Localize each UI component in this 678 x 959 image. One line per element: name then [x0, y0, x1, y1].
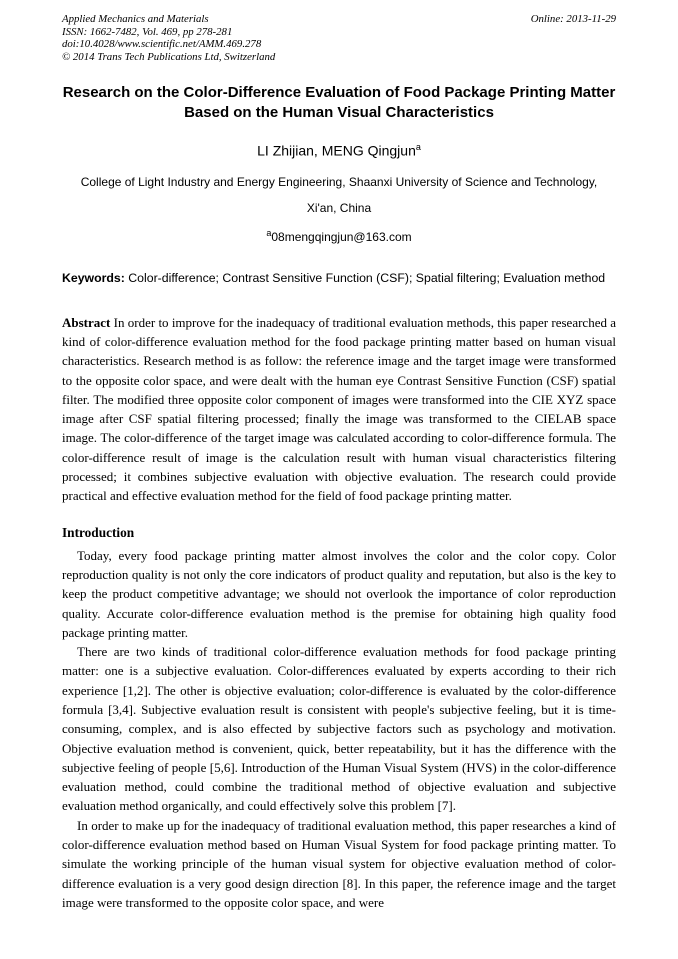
abstract-paragraph [62, 313, 616, 506]
abstract-label: Abstract [62, 314, 111, 330]
journal-header-left [62, 13, 275, 63]
issn-line: ISSN: 1662-7482, Vol. 469, pp 278-281 [62, 25, 233, 38]
affiliation-line-1: College of Light Industry and Energy Engineering, Shaanxi University of Science and Technology, [80, 174, 598, 189]
intro-paragraph-2: There are two kinds of traditional color-difference evaluation methods for food package printing matter: one is a subjective evaluation. Color-differences evaluated by experts according to their rich experience [1,2]. The other is objective evaluation; color-difference is evaluated by the color-difference formula [3,4]. Subjective evaluation result is consistent with people's subjective feeling, but it is time-consuming, complex, and is also effected by subjective factors such as psychology and motivation. Objective evaluation method is convenient, quick, better repeatability, but it has the difference with the subjective feeling of people [5,6]. Introduction of the Human Visual System (HVS) in the color-difference evaluation method, could combine the traditional method of objective evaluation and subjective evaluation method organically, and could effectively solve this problem [7]. [62, 644, 616, 814]
email-superscript: a [266, 227, 272, 238]
journal-name: Applied Mechanics and Materials [62, 13, 209, 25]
authors-line [62, 142, 616, 159]
keywords-text: Color-difference; Contrast Sensitive Function (CSF); Spatial filtering; Evaluation method [128, 270, 606, 285]
email-line [62, 228, 616, 244]
intro-paragraph-3: In order to make up for the inadequacy of traditional evaluation method, this paper researches a kind of color-difference evaluation method based on Human Visual System for food package printing matter. To simulate the working principle of the human visual system for objective evaluation method of color-difference evaluation is a very good design direction [8]. In this paper, the reference image and the target image were transformed to the opposite color space, and were [62, 817, 616, 910]
online-date: Online: 2013-11-29 [530, 13, 616, 25]
paper-title: Research on the Color-Difference Evaluation of Food Package Printing Matter Based on the Human Visual Characteristics [62, 84, 616, 121]
author-superscript: a [415, 142, 421, 152]
copyright-line: © 2014 Trans Tech Publications Ltd, Switzerland [62, 50, 276, 63]
email-address: 08mengqingjun@163.com [271, 229, 412, 244]
intro-paragraph-1: Today, every food package printing matter almost involves the color and the color copy. Color reproduction quality is not only the core indicators of product quality and reputation, but also is the key to keep the product competitive advantage; we should not overlook the importance of color reproduction quality. Accurate color-difference evaluation method is the premise for obtaining high quality food package printing matter. [62, 547, 616, 640]
keywords-paragraph [62, 268, 616, 288]
journal-header [62, 13, 616, 63]
affiliation-line-2: Xi'an, China [306, 200, 372, 215]
keywords-label: Keywords: [62, 270, 125, 285]
author-names: LI Zhijian, MENG Qingjun [257, 142, 416, 159]
section-heading-introduction: Introduction [62, 524, 135, 540]
doi-line: doi:10.4028/www.scientific.net/AMM.469.278 [62, 38, 262, 50]
abstract-text: In order to improve for the inadequacy of traditional evaluation methods, this paper researched a kind of color-difference evaluation method for the food package printing matter based on human visual characteristics. Research method is as follow: the reference image and the target image were transformed to the opposite color space, and were dealt with the human eye Contrast Sensitive Function (CSF) spatial filter. The modified three opposite color component of images were transformed into the CIE XYZ space image after CSF spatial filtering processed; finally the image was transformed to the CIELAB space image. The color-difference of the target image was calculated according to color-difference formula. The color-difference result of image is the calculation result with human visual characteristics filtering processed; it combines subjective evaluation with objective evaluation. The research could provide practical and effective evaluation method for the field of food package printing matter. [62, 314, 616, 504]
